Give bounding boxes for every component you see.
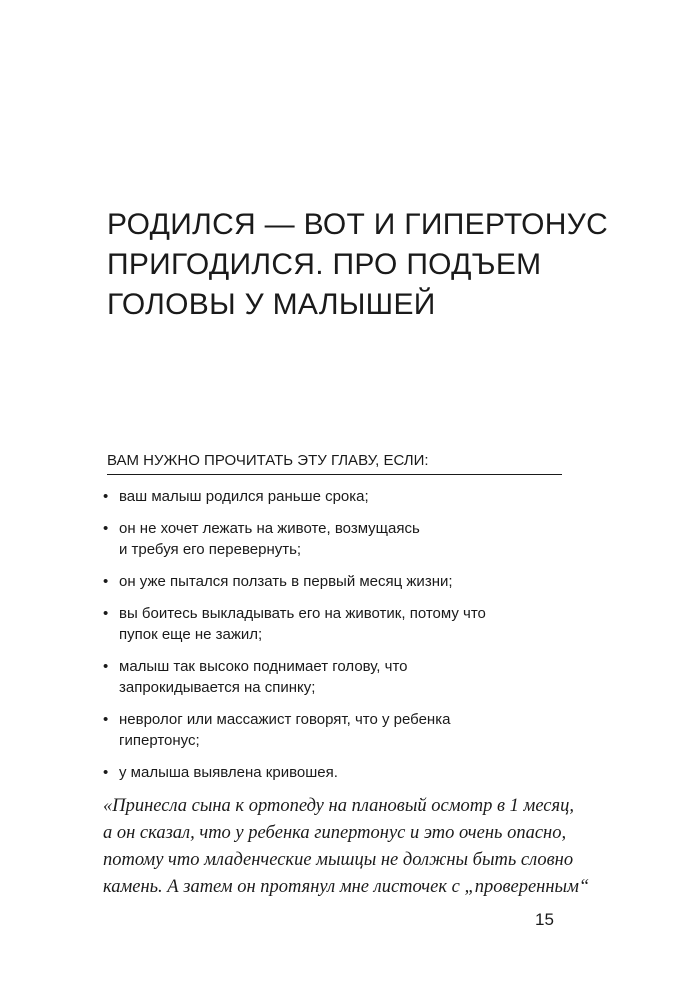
page-number: 15 [535, 910, 554, 929]
quote-line: «Принесла сына к ортопеду на плановый осмотр в 1 месяц, [103, 796, 574, 816]
bullet-icon: • [103, 573, 109, 590]
list-item [103, 571, 563, 592]
bullet-icon: • [103, 520, 109, 537]
list-item-text: гипертонус; [119, 732, 200, 749]
list-item [103, 709, 563, 751]
list-item [103, 486, 563, 507]
list-item-text: и требуя его перевернуть; [119, 541, 302, 558]
list-item-text: невролог или массажист говорят, что у ребенка [119, 711, 451, 728]
list-item-text: он уже пытался ползать в первый месяц жизни; [119, 573, 453, 590]
quote-line: камень. А затем он протянул мне листочек с „проверенным“ [103, 877, 590, 897]
chapter-title-line: РОДИЛСЯ — ВОТ И ГИПЕРТОНУС [107, 208, 609, 241]
bullet-icon: • [103, 658, 109, 675]
bullet-icon: • [103, 605, 109, 622]
list-item [103, 656, 563, 698]
chapter-title [107, 205, 609, 325]
list-item-text: он не хочет лежать на животе, возмущаясь [119, 520, 420, 537]
list-item-text: запрокидывается на спинку; [119, 679, 316, 696]
list-item-text: ваш малыш родился раньше срока; [119, 488, 369, 505]
bullet-icon: • [103, 764, 109, 781]
bullet-icon: • [103, 711, 109, 728]
quote-paragraph [103, 793, 590, 901]
list-item [103, 518, 563, 560]
quote-line: а он сказал, что у ребенка гипертонус и это очень опасно, [103, 823, 567, 843]
bullet-icon: • [103, 488, 109, 505]
list-item [103, 603, 563, 645]
checklist [103, 486, 563, 794]
list-item-text: у малыша выявлена кривошея. [119, 764, 338, 781]
list-item-text: пупок еще не зажил; [119, 626, 263, 643]
list-item [103, 762, 563, 783]
chapter-title-line: ГОЛОВЫ У МАЛЫШЕЙ [107, 288, 436, 321]
list-item-text: вы боитесь выкладывать его на животик, потому что [119, 605, 486, 622]
chapter-title-line: ПРИГОДИЛСЯ. ПРО ПОДЪЕМ [107, 248, 542, 281]
checklist-header: ВАМ НУЖНО ПРОЧИТАТЬ ЭТУ ГЛАВУ, ЕСЛИ: [107, 452, 562, 475]
list-item-text: малыш так высоко поднимает голову, что [119, 658, 408, 675]
quote-line: потому что младенческие мышцы не должны быть словно [103, 850, 574, 870]
